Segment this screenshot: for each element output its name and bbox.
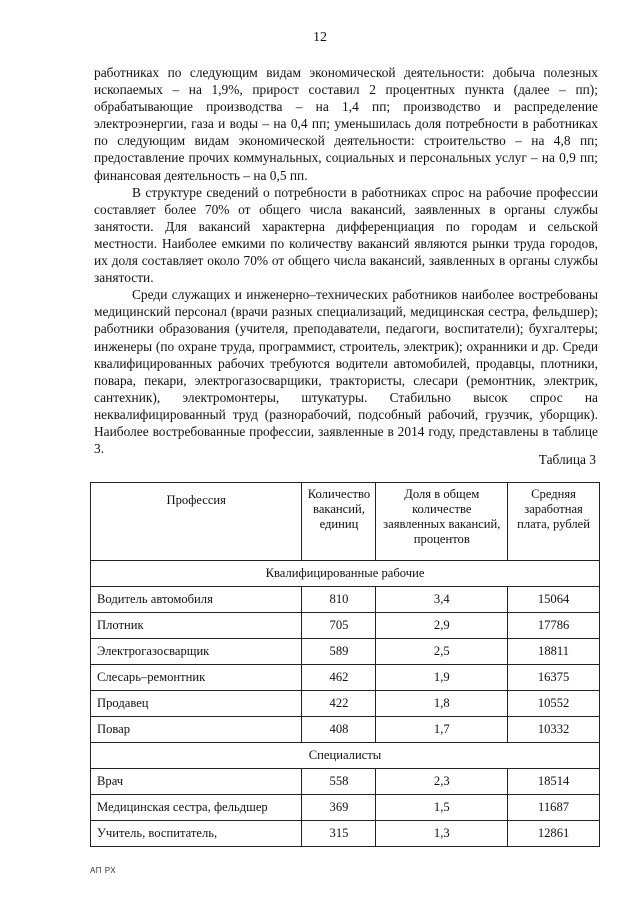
table-row bbox=[91, 717, 600, 743]
cell-salary: 15064 bbox=[508, 587, 600, 613]
cell-salary: 11687 bbox=[508, 795, 600, 821]
table-row bbox=[91, 639, 600, 665]
table-row bbox=[91, 691, 600, 717]
cell-share: 1,8 bbox=[376, 691, 508, 717]
cell-profession: Повар bbox=[91, 717, 302, 743]
cell-profession: Плотник bbox=[91, 613, 302, 639]
cell-profession: Учитель, воспитатель, bbox=[91, 821, 302, 847]
table-header-row bbox=[91, 483, 600, 561]
header-salary: Средняя заработная плата, рублей bbox=[508, 483, 600, 561]
cell-profession: Продавец bbox=[91, 691, 302, 717]
paragraph: В структуре сведений о потребности в работниках спрос на рабочие профессии составляет более 70% от общего числа вакансий, заявленных в органы службы занятости. Для вакансий характерна дифференциация по городам и сельской местности. Наиболее емкими по количеству вакансий являются рынки труда городов, их доля составляет около 70% от общего числа вакансий, заявленных в органы службы занятости. bbox=[94, 184, 598, 286]
footer-mark: АП РХ bbox=[90, 866, 117, 875]
cell-vacancies: 408 bbox=[302, 717, 376, 743]
cell-vacancies: 810 bbox=[302, 587, 376, 613]
cell-share: 1,7 bbox=[376, 717, 508, 743]
page-number: 12 bbox=[313, 30, 327, 45]
cell-profession: Врач bbox=[91, 769, 302, 795]
cell-share: 1,9 bbox=[376, 665, 508, 691]
cell-salary: 16375 bbox=[508, 665, 600, 691]
paragraph: Среди служащих и инженерно–технических работников наиболее востребованы медицинский персонал (врачи разных специализаций, медицинская сестра, фельдшер); работники образования (учителя, преподаватели, педагоги, воспитатели); бухгалтеры; инженеры (по охране труда, программист, строитель, электрик); охранники и др. Среди квалифицированных рабочих требуются водители автомобилей, продавцы, плотники, повара, пекари, электрогазосварщики, трактористы, слесари (ремонтник, электрик, сантехник), электромонтеры, штукатуры. Стабильно высок спрос на неквалифицированный труд (разнорабочий, подсобный рабочий, грузчик, уборщик). Наиболее востребованные профессии, заявленные в 2014 году, представлены в таблице 3. bbox=[94, 287, 598, 457]
header-profession: Профессия bbox=[91, 483, 302, 561]
cell-salary: 10552 bbox=[508, 691, 600, 717]
table-row bbox=[91, 795, 600, 821]
table-row bbox=[91, 613, 600, 639]
cell-profession: Водитель автомобиля bbox=[91, 587, 302, 613]
cell-profession: Медицинская сестра, фельдшер bbox=[91, 795, 302, 821]
cell-profession: Электрогазосварщик bbox=[91, 639, 302, 665]
cell-share: 1,5 bbox=[376, 795, 508, 821]
table-caption: Таблица 3 bbox=[538, 452, 596, 467]
section-row bbox=[91, 743, 600, 769]
cell-vacancies: 705 bbox=[302, 613, 376, 639]
cell-salary: 18514 bbox=[508, 769, 600, 795]
cell-vacancies: 462 bbox=[302, 665, 376, 691]
cell-vacancies: 369 bbox=[302, 795, 376, 821]
table-row bbox=[91, 587, 600, 613]
table-row bbox=[91, 665, 600, 691]
body-text bbox=[94, 64, 598, 457]
cell-vacancies: 589 bbox=[302, 639, 376, 665]
cell-salary: 10332 bbox=[508, 717, 600, 743]
cell-share: 3,4 bbox=[376, 587, 508, 613]
section-title: Специалисты bbox=[91, 743, 600, 769]
cell-salary: 17786 bbox=[508, 613, 600, 639]
section-row bbox=[91, 561, 600, 587]
header-vacancies: Количество вакансий, единиц bbox=[302, 483, 376, 561]
cell-vacancies: 558 bbox=[302, 769, 376, 795]
cell-profession: Слесарь–ремонтник bbox=[91, 665, 302, 691]
section-title: Квалифицированные рабочие bbox=[91, 561, 600, 587]
cell-share: 2,3 bbox=[376, 769, 508, 795]
cell-share: 2,9 bbox=[376, 613, 508, 639]
header-share: Доля в общем количестве заявленных вакансий, процентов bbox=[376, 483, 508, 561]
cell-salary: 18811 bbox=[508, 639, 600, 665]
vacancies-table bbox=[90, 482, 600, 847]
cell-vacancies: 422 bbox=[302, 691, 376, 717]
cell-salary: 12861 bbox=[508, 821, 600, 847]
table-row bbox=[91, 769, 600, 795]
table-row bbox=[91, 821, 600, 847]
cell-share: 2,5 bbox=[376, 639, 508, 665]
cell-vacancies: 315 bbox=[302, 821, 376, 847]
cell-share: 1,3 bbox=[376, 821, 508, 847]
paragraph: работниках по следующим видам экономической деятельности: добыча полезных ископаемых – на 1,9%, прирост составил 2 процентных пункта (далее – пп); обрабатывающие производства – на 1,4 пп; производство и распределение электроэнергии, газа и воды – на 0,4 пп; уменьшилась доля потребности в работниках по следующим видам экономической деятельности: строительство – на 4,8 пп; предоставление прочих коммунальных, социальных и персональных услуг – на 0,9 пп; финансовая деятельность – на 0,5 пп. bbox=[94, 65, 598, 183]
